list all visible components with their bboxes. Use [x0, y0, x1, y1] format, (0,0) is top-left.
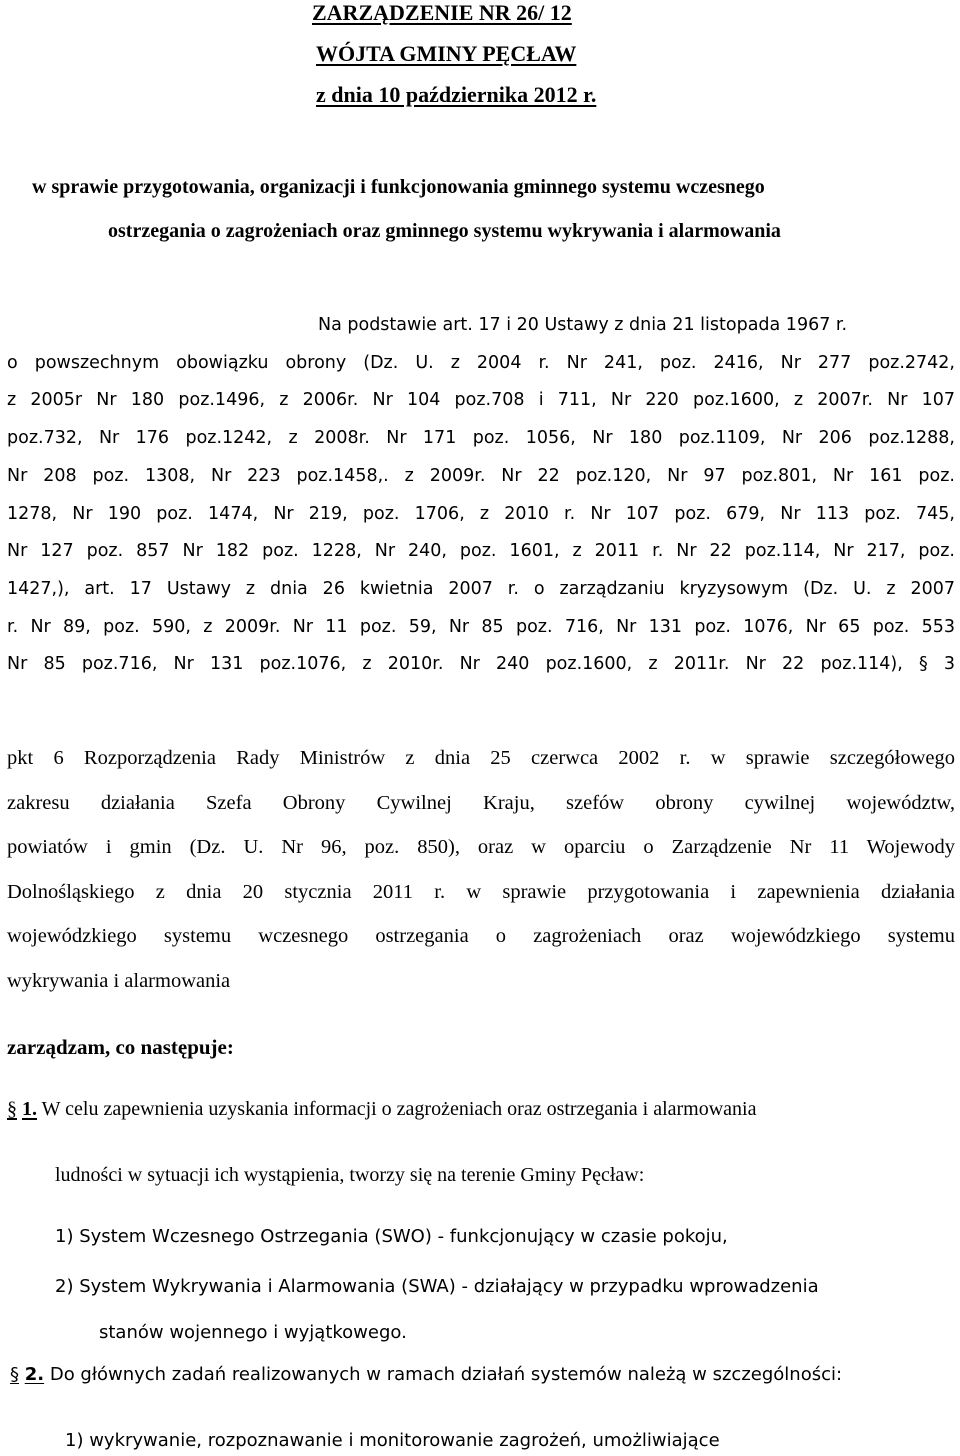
- legal-basis-line: r. Nr 89, poz. 590, z 2009r. Nr 11 poz. 59, Nr 85 poz. 716, Nr 131 poz. 1076, Nr 65 poz. 553: [7, 616, 955, 637]
- legal-basis-line: Dolnośląskiego z dnia 20 stycznia 2011 r. w sprawie przygotowania i zapewnienia działania: [7, 880, 955, 903]
- legal-basis-line: pkt 6 Rozporządzenia Rady Ministrów z dnia 25 czerwca 2002 r. w sprawie szczegółowego: [7, 747, 955, 769]
- paragraph-sign: §: [7, 1098, 17, 1120]
- legal-basis-line: z 2005r Nr 180 poz.1496, z 2006r. Nr 104 poz.708 i 711, Nr 220 poz.1600, z 2007r. Nr 107: [7, 390, 955, 411]
- subject-line-1: w sprawie przygotowania, organizacji i funkcjonowania gminnego systemu wczesnego: [32, 176, 765, 198]
- subject-line-2: ostrzegania o zagrożeniach oraz gminnego systemu wykrywania i alarmowania: [108, 220, 781, 242]
- legal-basis-line: powiatów i gmin (Dz. U. Nr 96, poz. 850), oraz w oparciu o Zarządzenie Nr 11 Wojewody: [7, 836, 955, 858]
- section-1-heading: [7, 1097, 756, 1121]
- section-1-item-2-cont: stanów wojennego i wyjątkowego.: [99, 1322, 407, 1343]
- section-number: 2.: [24, 1364, 45, 1385]
- ordinance-date: z dnia 10 października 2012 r.: [316, 82, 597, 107]
- legal-basis-top: [7, 307, 955, 684]
- ordinance-number: ZARZĄDZENIE NR 26/ 12: [312, 0, 572, 25]
- legal-basis-line: o powszechnym obowiązku obrony (Dz. U. z 2004 r. Nr 241, poz. 2416, Nr 277 poz.2742,: [7, 352, 955, 373]
- section-1-item-2: 2) System Wykrywania i Alarmowania (SWA) - działający w przypadku wprowadzenia: [55, 1276, 819, 1297]
- section-2-item-1: 1) wykrywanie, rozpoznawanie i monitorowanie zagrożeń, umożliwiające: [65, 1430, 720, 1451]
- legal-basis-line: Na podstawie art. 17 i 20 Ustawy z dnia 21 listopada 1967 r.: [318, 315, 848, 335]
- section-number: 1.: [22, 1098, 37, 1120]
- section-1-item-1: 1) System Wczesnego Ostrzegania (SWO) - funkcjonujący w czasie pokoju,: [55, 1226, 728, 1247]
- section-2-text: Do głównych zadań realizowanych w ramach działań systemów należą w szczególności:: [44, 1364, 843, 1385]
- issuer-title: WÓJTA GMINY PĘCŁAW: [316, 41, 577, 66]
- section-2-heading: [10, 1363, 842, 1387]
- legal-basis-bottom: [7, 736, 955, 1003]
- legal-basis-line: zakresu działania Szefa Obrony Cywilnej Kraju, szefów obrony cywilnej województw,: [7, 791, 955, 814]
- section-1-line-2: ludności w sytuacji ich wystąpienia, tworzy się na terenie Gminy Pęcław:: [55, 1164, 645, 1186]
- legal-basis-line: poz.732, Nr 176 poz.1242, z 2008r. Nr 171 poz. 1056, Nr 180 poz.1109, Nr 206 poz.1288,: [7, 428, 955, 449]
- paragraph-sign: §: [10, 1364, 19, 1385]
- decree-phrase: zarządzam, co następuje:: [7, 1035, 234, 1059]
- legal-basis-line: Nr 127 poz. 857 Nr 182 poz. 1228, Nr 240, poz. 1601, z 2011 r. Nr 22 poz.114, Nr 217, poz.: [7, 541, 955, 562]
- legal-basis-line: Nr 208 poz. 1308, Nr 223 poz.1458,. z 2009r. Nr 22 poz.120, Nr 97 poz.801, Nr 161 poz.: [7, 465, 955, 486]
- legal-basis-line: wykrywania i alarmowania: [7, 969, 231, 992]
- section-1-text: W celu zapewnienia uzyskania informacji o zagrożeniach oraz ostrzegania i alarmowania: [37, 1098, 757, 1120]
- legal-basis-line: 1427,), art. 17 Ustawy z dnia 26 kwietnia 2007 r. o zarządzaniu kryzysowym (Dz. U. z 2007: [7, 578, 955, 599]
- legal-basis-line: wojewódzkiego systemu wczesnego ostrzegania o zagrożeniach oraz wojewódzkiego systemu: [7, 925, 955, 947]
- legal-basis-line: 1278, Nr 190 poz. 1474, Nr 219, poz. 1706, z 2010 r. Nr 107 poz. 679, Nr 113 poz. 745,: [7, 503, 955, 524]
- legal-basis-line: Nr 85 poz.716, Nr 131 poz.1076, z 2010r. Nr 240 poz.1600, z 2011r. Nr 22 poz.114), § 3: [7, 654, 955, 675]
